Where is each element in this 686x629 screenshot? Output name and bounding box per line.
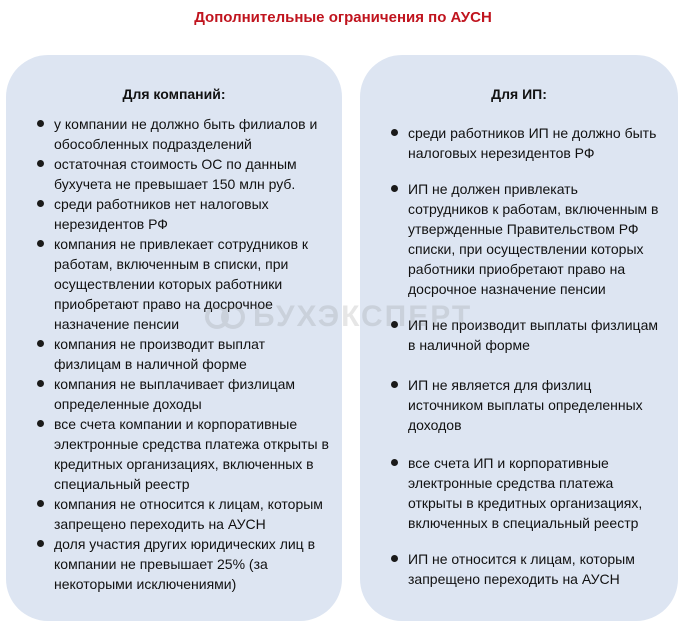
bullet-icon bbox=[391, 381, 398, 388]
bullet-icon bbox=[391, 185, 398, 192]
bullet-icon bbox=[37, 200, 44, 207]
ip-heading: Для ИП: bbox=[491, 86, 547, 102]
bullet-icon bbox=[37, 160, 44, 167]
page-title: Дополнительные ограничения по АУСН bbox=[194, 9, 492, 26]
list-item: ИП не должен привлекать сотрудников к работам, включенным в утвержденные Правительством РФ списки, при осуществлении которых работники приобретают право на досрочное назначение пенсии bbox=[408, 179, 662, 299]
bullet-icon bbox=[391, 459, 398, 466]
list-item: компания не привлекает сотрудников к работам, включенным в списки, при осуществлении которых работники приобретают право на досрочное назначение пенсии bbox=[54, 234, 334, 334]
companies-heading: Для компаний: bbox=[122, 86, 226, 102]
list-item: ИП не производит выплаты физлицам в наличной форме bbox=[408, 315, 662, 355]
list-item: все счета компании и корпоративные электронные средства платежа открыты в кредитных организациях, включенных в специальный реестр bbox=[54, 414, 334, 494]
list-item: компания не производит выплат физлицам в наличной форме bbox=[54, 334, 334, 374]
list-item: ИП не относится к лицам, которым запрещено переходить на АУСН bbox=[408, 549, 662, 589]
bullet-icon bbox=[391, 321, 398, 328]
list-item: компания не выплачивает физлицам определенные доходы bbox=[54, 374, 334, 414]
bullet-icon bbox=[37, 340, 44, 347]
ip-panel bbox=[360, 55, 678, 621]
bullet-icon bbox=[37, 500, 44, 507]
bullet-icon bbox=[391, 129, 398, 136]
list-item: среди работников нет налоговых нерезидентов РФ bbox=[54, 194, 334, 234]
list-item: среди работников ИП не должно быть налоговых нерезидентов РФ bbox=[408, 123, 662, 163]
bullet-icon bbox=[37, 120, 44, 127]
bullet-icon bbox=[37, 380, 44, 387]
bullet-icon bbox=[391, 555, 398, 562]
bullet-icon bbox=[37, 420, 44, 427]
list-item: остаточная стоимость ОС по данным бухучета не превышает 150 млн руб. bbox=[54, 154, 334, 194]
list-item: все счета ИП и корпоративные электронные средства платежа открыты в кредитных организациях, включенных в специальный реестр bbox=[408, 453, 662, 533]
list-item: ИП не является для физлиц источником выплаты определенных доходов bbox=[408, 375, 662, 435]
list-item: компания не относится к лицам, которым запрещено переходить на АУСН bbox=[54, 494, 334, 534]
bullet-icon bbox=[37, 540, 44, 547]
list-item: доля участия других юридических лиц в компании не превышает 25% (за некоторыми исключениями) bbox=[54, 534, 334, 594]
companies-panel bbox=[6, 55, 342, 621]
bullet-icon bbox=[37, 240, 44, 247]
list-item: у компании не должно быть филиалов и обособленных подразделений bbox=[54, 114, 334, 154]
